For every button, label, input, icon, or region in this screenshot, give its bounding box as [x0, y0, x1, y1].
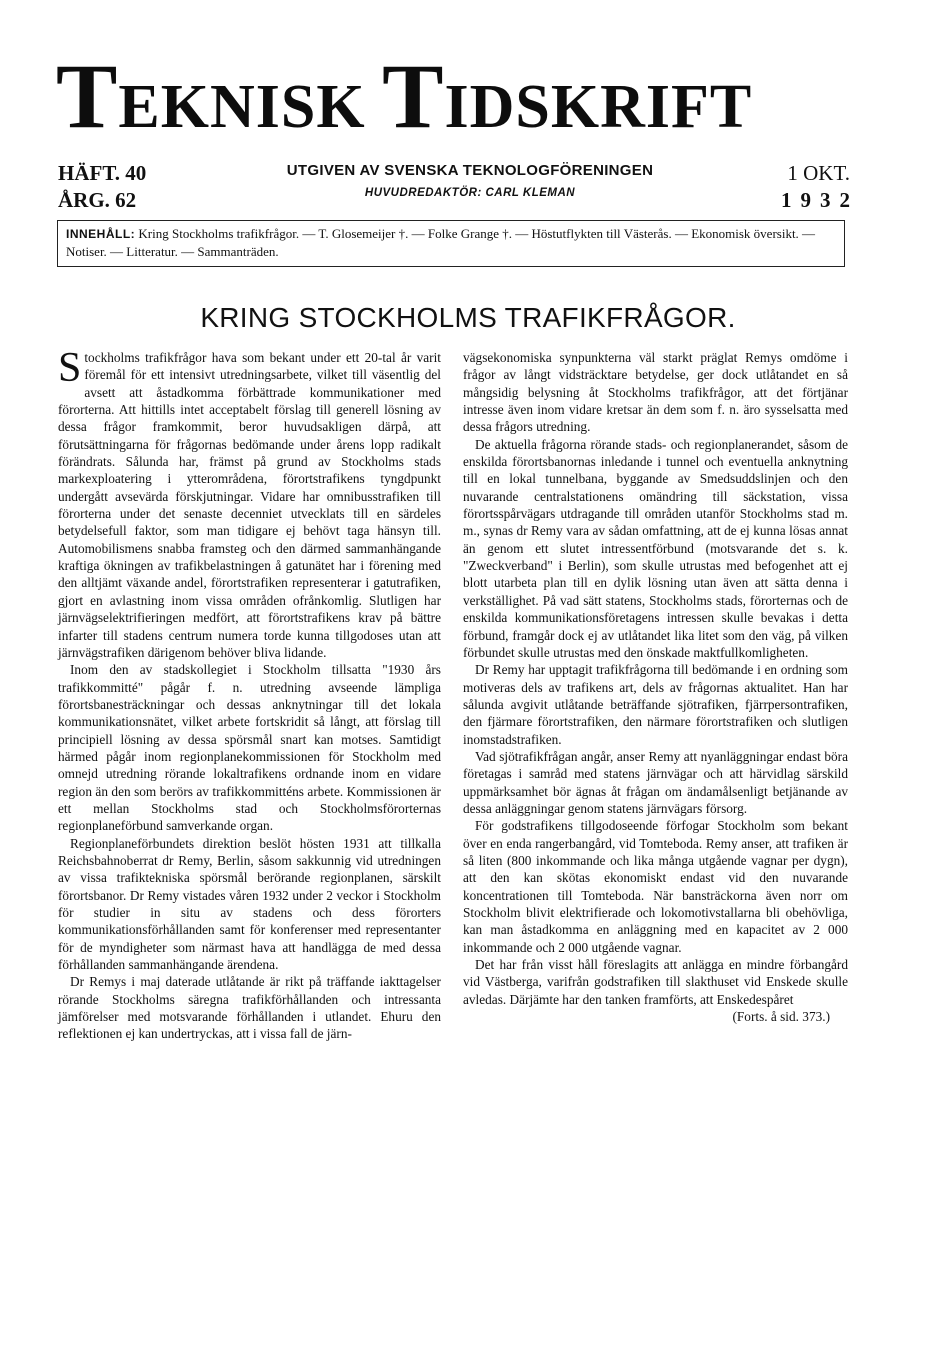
paragraph: Regionplaneförbundets direktion beslöt hösten 1931 att tillkalla Reichsbahnoberrat dr Remy, Berlin, såsom sakkunnig vid utredningen av vissa trafiktekniska spörsmål berörande regionplanen, särskilt förortsbanor. Dr Remy vistades våren 1932 under 2 veckor i Stockholm för studier in situ av stadens och dess förorters kommunikationsförhållanden samt för konferenser med representanter för de myndigheter som närmast hava att handlägga de med dessa förhållanden sammanhängande ärendena. — [58, 835, 441, 973]
masthead-word-1: EKNISK — [118, 73, 366, 141]
masthead-title — [56, 45, 856, 147]
issue-arg: ÅRG. 62 — [58, 188, 137, 212]
masthead-initial-2: T — [382, 45, 445, 147]
paragraph: Inom den av stadskollegiet i Stockholm tillsatta "1930 års trafikkommitté" pågår f. n. utredning avseende lämpliga förortsbanesträckningar och dessas anknytningar till det lokala kommunikationsnätet, vilket arbete fortskridit så långt, att förslag till principiell lösning av dessa spörsmål snart kan motses. Samtidigt härmed pågår inom regionplanekommissionen för Stockholm med omnejd utredning rörande lokaltrafikens ordnande inom en vidare region än den som berörs av trafikkommitténs arbete. Kommissionen är ett mellan Stockholms stad och Stockholmsförorternas regionplaneförbund samverkande organ. — [58, 662, 441, 834]
paragraph: Dr Remys i maj daterade utlåtande är rikt på träffande iakttagelser rörande Stockholms säregna trafikförhållanden och intressanta jämförelser med motsvarande förhållanden i utlandet. Ehuru den reflektionen ej kan undertryckas, att i vissa fall de järn- — [58, 974, 441, 1042]
editor-line: HUVUDREDAKTÖR: CARL KLEMAN — [364, 187, 576, 199]
paragraph: Vad sjötrafikfrågan angår, anser Remy att nyanläggningar endast böra företagas i samråd med statens järnvägar och att härvidlag särskild uppmärksamhet bör ägnas åt frågan om ändamålsenligt betjänande av dessa anläggningar genom statens järnvägars försorg. — [463, 748, 848, 816]
drop-cap: S — [58, 345, 82, 391]
publisher-block — [200, 162, 740, 199]
paragraph: vägsekonomiska synpunkterna väl starkt präglat Remys omdöme i frågor av långt vidsträcktare betydelse, ger dock utlåtandet en så mångsidig belysning åt Stockholms trafikfrågor, att det förtjänar intresse även inom vidare kretsar än dem som f. n. äro sysselsatta med dessa frågors utredning. — [463, 350, 848, 435]
masthead-initial-1: T — [56, 45, 119, 147]
paragraph: För godstrafikens tillgodoseende förfogar Stockholm som bekant över en enda rangerbangård, vid Tomteboda. Remy anser, att trafiken är så liten (800 inkommande och lika många utgående vagnar per dygn), att den kan skötas ekonomiskt endast vid den nuvarande koncentrationen till Tomteboda. När bansträckorna även norr om Stockholm blivit elektrifierade och lokomotivstallarna bli obehövliga, kan man åstadkomma en anläggning med en kapacitet av 2 000 inkommande och 2 000 utgående vagnar. — [463, 818, 848, 955]
paragraph: Dr Remy har upptagit trafikfrågorna till bedömande i en ordning som motiveras dels av trafikens art, dels av frågornas aktualitet. Han har sålunda avgivit utlåtande beträffande sjötrafiken, fjärrpersontrafiken, den fjärmare förortstrafiken, den närmare förortstrafiken och slutligen inomstadstrafiken. — [463, 662, 848, 747]
issue-year: 1932 — [781, 188, 859, 212]
paragraph: Det har från visst håll föreslagits att anlägga en mindre förbangård vid Västberga, varifrån godstrafiken till slakthuset vid Enskede skulle avledas. Därjämte har den tanken framförts, att Enskedespåret — [463, 957, 848, 1007]
issue-haft: HÄFT. 40 — [58, 161, 147, 185]
contents-box — [57, 220, 845, 267]
article-title: KRING STOCKHOLMS TRAFIKFRÅGOR. — [200, 302, 736, 333]
paragraph: De aktuella frågorna rörande stads- och regionplanerandet, såsom de enskilda förortsbanornas inledande i tunnel och eventuella anknytning till en lokal tunnelbana, byggande av Smedsuddslinjen och den nuvarande centralstationens omändring till säckstation, vissa förortsspårvägars utdragande till områden utanför Stockholms stad m. m., synas dr Remy vara av sådan omfattning, att de ej kunna lösas annat än genom ett slutet intressentförbund (motsvarande det s. k. "Zweckverband" i Berlin), som skulle utrustas med befogenhet att ej blott utarbeta plan till en dylik lösning utan även att sätta denna i verkställighet. På vad sätt statens, Stockholms stads, förorternas och de enskilda kommunikationsföretagens intressen skulle bevakas i detta förbund, framgår dock ej av utlåtandet lika litet som den väg, på vilken förbundet skulle utrustas med den önskade maktfullkomligheten. — [463, 436, 848, 660]
contents-text: Kring Stockholms trafikfrågor. — T. Glosemeijer †. — Folke Grange †. — Höstutflykten till Västerås. — Ekonomisk översikt. — Notiser. — Litteratur. — Sammanträden. — [66, 226, 816, 259]
article-column-left — [58, 345, 441, 1043]
publisher-line: UTGIVEN AV SVENSKA TEKNOLOGFÖRENINGEN — [286, 162, 654, 179]
masthead-word-2: IDSKRIFT — [444, 73, 753, 141]
continued-note: (Forts. å sid. 373.) — [732, 1009, 830, 1025]
issue-number-block — [58, 160, 146, 214]
issue-date-block — [781, 160, 859, 214]
issue-date: 1 OKT. — [787, 161, 850, 185]
paragraph — [58, 345, 441, 661]
article-column-right — [463, 349, 848, 1025]
contents-label: INNEHÅLL: — [66, 227, 136, 241]
paragraph-text: tockholms trafikfrågor hava som bekant under ett 20-tal år varit föremål för ett intensivt utredningsarbete, vilket till väsentlig del avsett att åstadkomma förbättrade kommunikationer med förorterna. Att hittills intet acceptabelt förslag till generell lösning av dessa frågor framkommit, beror huvudsakligen därpå, att förutsättningarna för frågornas bedömande under årens lopp radikalt förändrats. Sålunda har, främst på grund av Stockholms stads markexploatering i ytterområdena, förortstrafikens tyngdpunkt undergått avsevärda förskjutningar. Vidare har omnibusstrafiken till förorterna under det senaste decenniet utvecklats till en särdeles betydelsefull faktor, som man tidigare ej behövt taga hänsyn till. Automobilismens snabba framsteg och den därmed sammanhängande kraftiga ökningen av trafikbelastningen å gatunätet har i förening med den alltjämt växande andel, förortstrafiken representerar i gatutrafiken, gjort en avlastning inom vissa områden ofrånkomlig. Slutligen har järnvägselektrifieringen medfört, att förortstrafikens krav på bättre infarter till stadens centrum numera torde kunna tillgodoses utan att järnvägstrafiken därigenom behöver bliva lidande. — [58, 350, 441, 660]
